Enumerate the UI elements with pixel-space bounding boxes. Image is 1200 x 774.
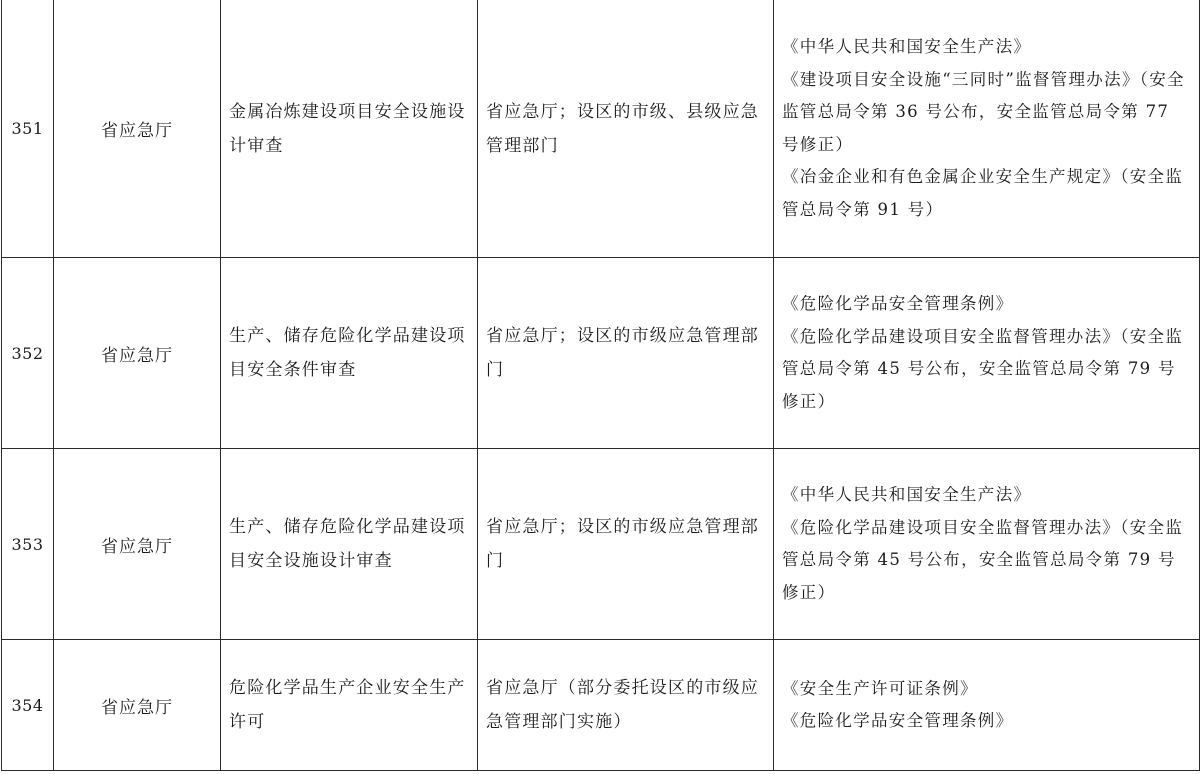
legal-basis-line: 《危险化学品安全管理条例》 xyxy=(782,711,1014,730)
row-number-cell: 353 xyxy=(2,449,54,640)
legal-basis-line: 《危险化学品安全管理条例》 xyxy=(782,294,1014,313)
legal-basis-line: 《建设项目安全设施“三同时”监督管理办法》（安全监管总局令第 36 号公布，安全监管总局令第 77 号修正） xyxy=(782,69,1185,154)
legal-basis-cell xyxy=(774,0,1200,258)
table-row xyxy=(2,0,1200,258)
legal-basis-line: 《冶金企业和有色金属企业安全生产规定》（安全监管总局令第 91 号） xyxy=(782,167,1184,219)
legal-basis-line: 《中华人民共和国安全生产法》 xyxy=(782,485,1032,504)
implementer-cell: 省应急厅；设区的市级应急管理部门 xyxy=(478,449,774,640)
legal-basis-line: 《危险化学品建设项目安全监督管理办法》（安全监管总局令第 45 号公布，安全监管总局令第 79 号修正） xyxy=(782,326,1184,411)
administrative-items-table xyxy=(1,0,1200,771)
row-number-cell: 351 xyxy=(2,0,54,258)
item-name-cell: 危险化学品生产企业安全生产许可 xyxy=(221,640,478,771)
item-name-cell: 金属冶炼建设项目安全设施设计审查 xyxy=(221,0,478,258)
implementer-cell: 省应急厅（部分委托设区的市级应急管理部门实施） xyxy=(478,640,774,771)
legal-basis-line: 《安全生产许可证条例》 xyxy=(782,678,978,698)
department-cell: 省应急厅 xyxy=(54,258,221,449)
table-row xyxy=(2,449,1200,640)
table-row xyxy=(2,258,1200,449)
legal-basis-cell xyxy=(774,449,1200,640)
legal-basis-cell xyxy=(774,640,1200,771)
legal-basis-cell xyxy=(774,258,1200,449)
item-name-cell: 生产、储存危险化学品建设项目安全条件审查 xyxy=(221,258,478,449)
legal-basis-line: 《中华人民共和国安全生产法》 xyxy=(782,37,1032,56)
table-row xyxy=(2,640,1200,771)
department-cell: 省应急厅 xyxy=(54,0,221,258)
item-name-cell: 生产、储存危险化学品建设项目安全设施设计审查 xyxy=(221,449,478,640)
legal-basis-line: 《危险化学品建设项目安全监督管理办法》（安全监管总局令第 45 号公布，安全监管总局令第 79 号修正） xyxy=(782,517,1184,602)
implementer-cell: 省应急厅；设区的市级、县级应急管理部门 xyxy=(478,0,774,258)
row-number-cell: 352 xyxy=(2,258,54,449)
department-cell: 省应急厅 xyxy=(54,640,221,771)
row-number-cell: 354 xyxy=(2,640,54,771)
department-cell: 省应急厅 xyxy=(54,449,221,640)
implementer-cell: 省应急厅；设区的市级应急管理部门 xyxy=(478,258,774,449)
